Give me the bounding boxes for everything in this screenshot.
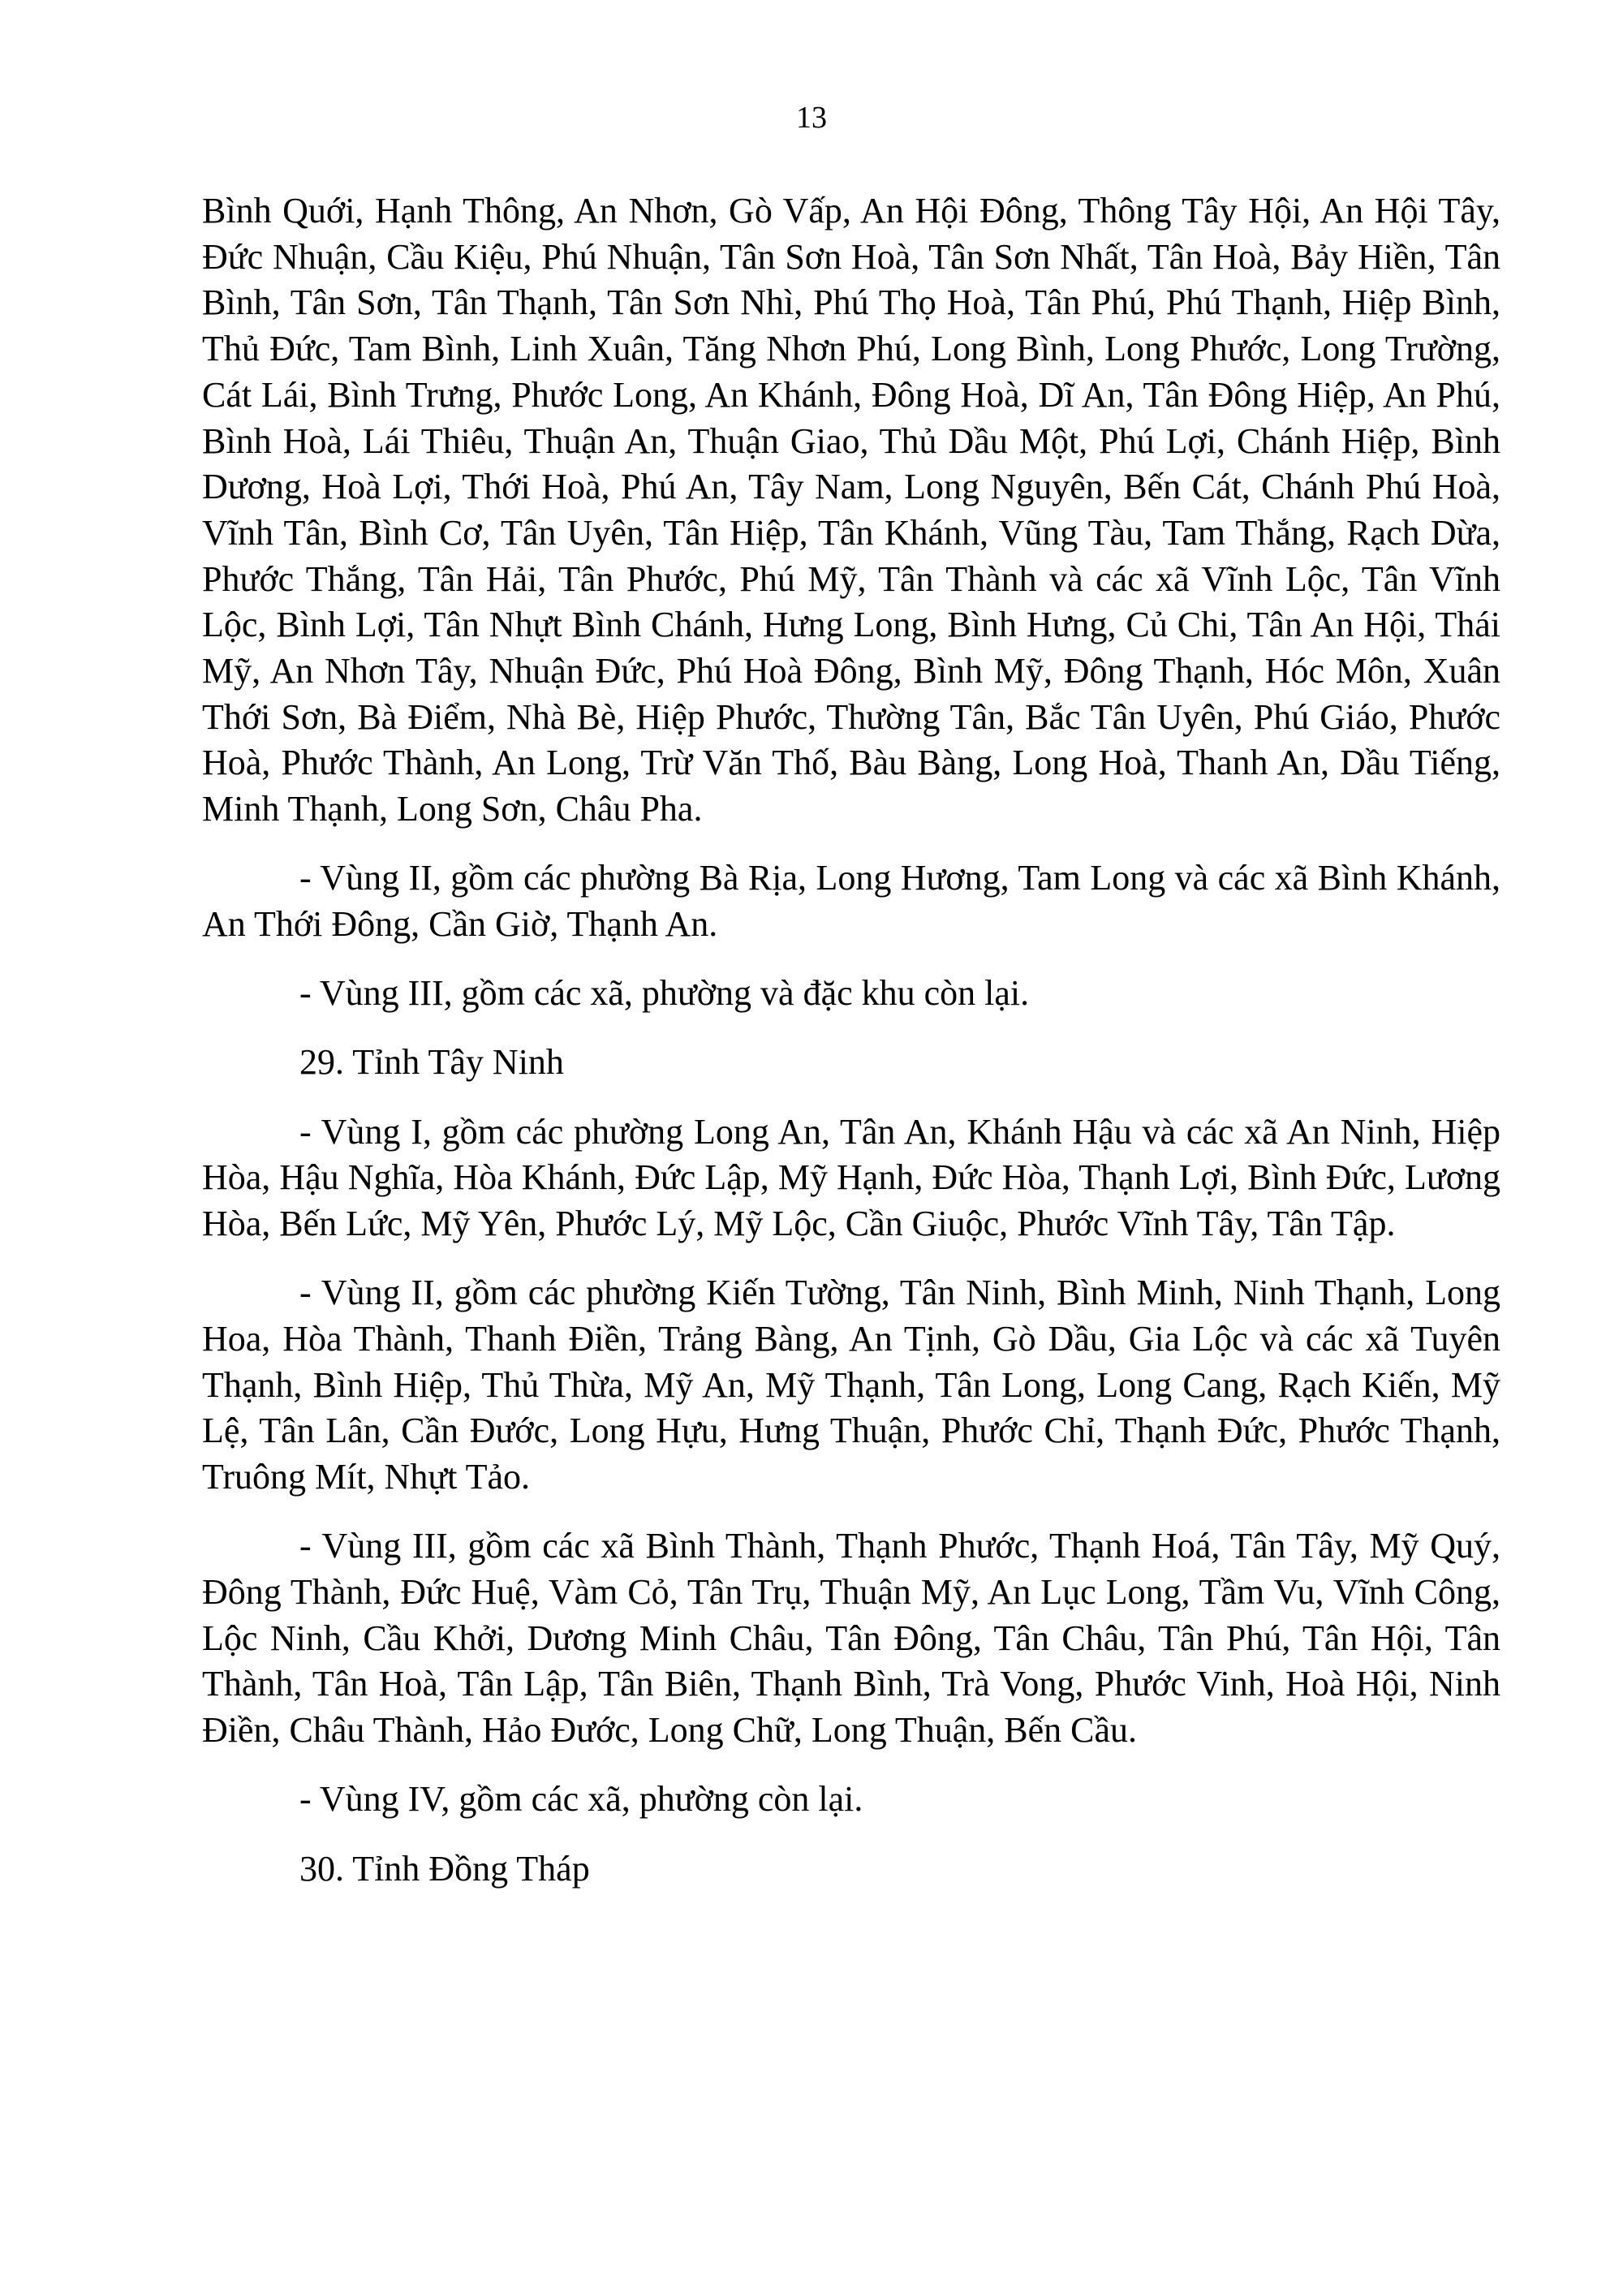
section-heading-dong-thap: 30. Tỉnh Đồng Tháp bbox=[299, 1848, 590, 1889]
document-body bbox=[202, 188, 1500, 1892]
paragraph-continuation: Bình Quới, Hạnh Thông, An Nhơn, Gò Vấp, An Hội Đông, Thông Tây Hội, An Hội Tây, Đức Nhuận, Cầu Kiệu, Phú Nhuận, Tân Sơn Hoà, Tân Sơn Nhất, Tân Hoà, Bảy Hiền, Tân Bình, Tân Sơn, Tân Thạnh, Tân Sơn Nhì, Phú Thọ Hoà, Tân Phú, Phú Thạnh, Hiệp Bình, Thủ Đức, Tam Bình, Linh Xuân, Tăng Nhơn Phú, Long Bình, Long Phước, Long Trường, Cát Lái, Bình Trưng, Phước Long, An Khánh, Đông Hoà, Dĩ An, Tân Đông Hiệp, An Phú, Bình Hoà, Lái Thiêu, Thuận An, Thuận Giao, Thủ Dầu Một, Phú Lợi, Chánh Hiệp, Bình Dương, Hoà Lợi, Thới Hoà, Phú An, Tây Nam, Long Nguyên, Bến Cát, Chánh Phú Hoà, Vĩnh Tân, Bình Cơ, Tân Uyên, Tân Hiệp, Tân Khánh, Vũng Tàu, Tam Thắng, Rạch Dừa, Phước Thắng, Tân Hải, Tân Phước, Phú Mỹ, Tân Thành và các xã Vĩnh Lộc, Tân Vĩnh Lộc, Bình Lợi, Tân Nhựt Bình Chánh, Hưng Long, Bình Hưng, Củ Chi, Tân An Hội, Thái Mỹ, An Nhơn Tây, Nhuận Đức, Phú Hoà Đông, Bình Mỹ, Đông Thạnh, Hóc Môn, Xuân Thới Sơn, Bà Điểm, Nhà Bè, Hiệp Phước, Thường Tân, Bắc Tân Uyên, Phú Giáo, Phước Hoà, Phước Thành, An Long, Trừ Văn Thố, Bàu Bàng, Long Hoà, Thanh An, Dầu Tiếng, Minh Thạnh, Long Sơn, Châu Pha. bbox=[202, 191, 1500, 829]
page-number: 13 bbox=[796, 101, 827, 135]
paragraph-tay-ninh-vung-iv: - Vùng IV, gồm các xã, phường còn lại. bbox=[299, 1779, 863, 1820]
paragraph-tay-ninh-vung-ii: - Vùng II, gồm các phường Kiến Tường, Tân Ninh, Bình Minh, Ninh Thạnh, Long Hoa, Hòa Thành, Thanh Điền, Trảng Bàng, An Tịnh, Gò Dầu, Gia Lộc và các xã Tuyên Thạnh, Bình Hiệp, Thủ Thừa, Mỹ An, Mỹ Thạnh, Tân Long, Long Cang, Rạch Kiến, Mỹ Lệ, Tân Lân, Cần Đước, Long Hựu, Hưng Thuận, Phước Chỉ, Thạnh Đức, Phước Thạnh, Truông Mít, Nhựt Tảo. bbox=[202, 1273, 1500, 1497]
section-heading-tay-ninh: 29. Tỉnh Tây Ninh bbox=[299, 1042, 564, 1083]
paragraph-tay-ninh-vung-i: - Vùng I, gồm các phường Long An, Tân An, Khánh Hậu và các xã An Ninh, Hiệp Hòa, Hậu Nghĩa, Hòa Khánh, Đức Lập, Mỹ Hạnh, Đức Hòa, Thạnh Lợi, Bình Đức, Lương Hòa, Bến Lức, Mỹ Yên, Phước Lý, Mỹ Lộc, Cần Giuộc, Phước Vĩnh Tây, Tân Tập. bbox=[202, 1111, 1500, 1244]
paragraph-tay-ninh-vung-iii: - Vùng III, gồm các xã Bình Thành, Thạnh Phước, Thạnh Hoá, Tân Tây, Mỹ Quý, Đông Thành, Đức Huệ, Vàm Cỏ, Tân Trụ, Thuận Mỹ, An Lục Long, Tầm Vu, Vĩnh Công, Lộc Ninh, Cầu Khởi, Dương Minh Châu, Tân Đông, Tân Châu, Tân Phú, Tân Hội, Tân Thành, Tân Hoà, Tân Lập, Tân Biên, Thạnh Bình, Trà Vong, Phước Vinh, Hoà Hội, Ninh Điền, Châu Thành, Hảo Đước, Long Chữ, Long Thuận, Bến Cầu. bbox=[202, 1526, 1500, 1751]
paragraph-vung-iii: - Vùng III, gồm các xã, phường và đặc khu còn lại. bbox=[299, 973, 1030, 1014]
paragraph-vung-ii: - Vùng II, gồm các phường Bà Rịa, Long Hương, Tam Long và các xã Bình Khánh, An Thới Đông, Cần Giờ, Thạnh An. bbox=[202, 858, 1500, 945]
